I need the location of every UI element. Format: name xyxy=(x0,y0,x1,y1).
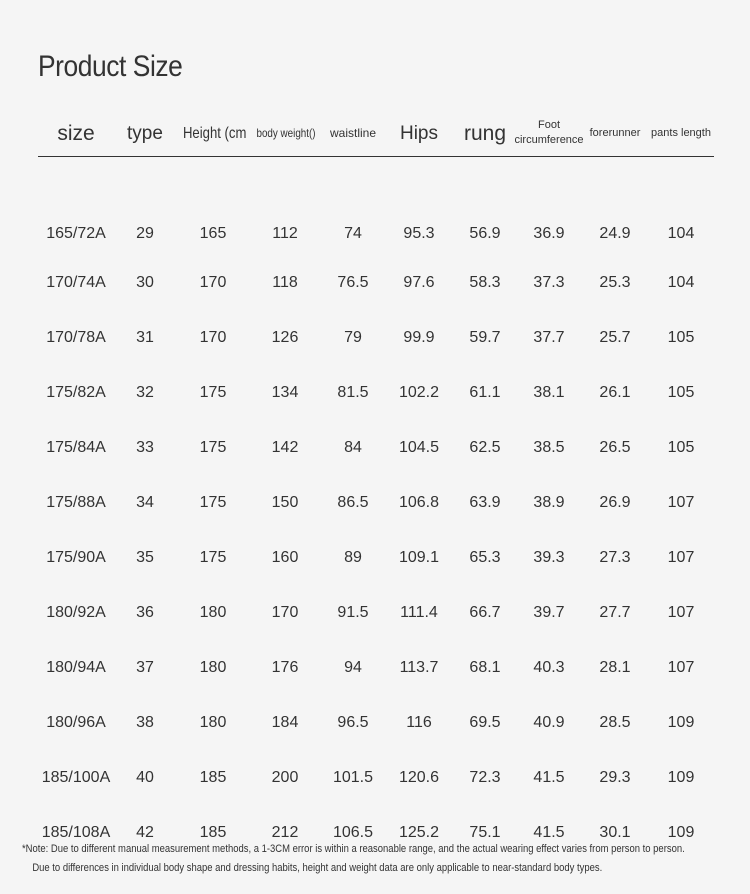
table-cell: 118 xyxy=(272,274,298,291)
header-height: Height (cm xyxy=(183,124,247,142)
table-row xyxy=(38,653,714,683)
table-cell: 126 xyxy=(271,329,299,346)
table-cell: 170 xyxy=(199,329,227,346)
table-cell: 120.6 xyxy=(398,769,440,786)
table-cell: 185 xyxy=(199,824,227,841)
header-forerunner: forerunner xyxy=(589,126,641,139)
header-rung: rung xyxy=(463,121,507,145)
table-cell: 33 xyxy=(136,439,154,456)
table-cell: 27.7 xyxy=(599,604,631,621)
footnote xyxy=(22,840,685,878)
table-cell: 25.7 xyxy=(599,329,631,346)
table-cell: 31 xyxy=(136,329,154,346)
table-cell: 200 xyxy=(271,769,299,786)
footnote-line-1: *Note: Due to different manual measurement methods, a 1-3CM error is within a reasonable range, and the actual wearing effect varies from person to person. xyxy=(22,843,685,855)
table-cell: 180/94A xyxy=(46,659,106,676)
table-cell: 107 xyxy=(667,494,695,511)
table-row xyxy=(38,268,714,298)
header-type: type xyxy=(127,122,163,144)
table-cell: 30 xyxy=(136,274,154,291)
table-cell: 109 xyxy=(667,824,695,841)
table-cell: 56.9 xyxy=(469,225,501,242)
table-cell: 104 xyxy=(667,274,695,291)
table-cell: 37.3 xyxy=(533,274,565,291)
table-row xyxy=(38,708,714,738)
table-cell: 63.9 xyxy=(469,494,501,511)
table-cell: 62.5 xyxy=(469,439,501,456)
table-cell: 24.9 xyxy=(599,225,631,242)
table-cell: 29 xyxy=(136,225,154,242)
table-cell: 185/100A xyxy=(41,769,111,786)
table-cell: 61.1 xyxy=(469,384,501,401)
table-cell: 105 xyxy=(667,329,695,346)
table-cell: 69.5 xyxy=(469,714,501,731)
table-cell: 79 xyxy=(344,329,362,346)
table-cell: 32 xyxy=(136,384,154,401)
header-hips: Hips xyxy=(399,122,438,144)
table-cell: 180/96A xyxy=(46,714,106,731)
table-cell: 104.5 xyxy=(398,439,440,456)
table-cell: 106.5 xyxy=(332,824,374,841)
table-cell: 59.7 xyxy=(469,329,501,346)
table-cell: 170/78A xyxy=(46,329,106,346)
table-row xyxy=(38,323,714,353)
table-cell: 165/72A xyxy=(46,225,106,242)
table-cell: 170/74A xyxy=(46,274,106,291)
table-row xyxy=(38,433,714,463)
table-cell: 175/84A xyxy=(46,439,106,456)
table-cell: 175 xyxy=(199,549,227,566)
table-cell: 170 xyxy=(199,274,227,291)
table-cell: 107 xyxy=(667,604,695,621)
size-table xyxy=(38,110,714,841)
table-cell: 39.3 xyxy=(533,549,565,566)
table-cell: 180 xyxy=(199,714,227,731)
footnote-line-2: Due to differences in individual body shape and dressing habits, height and weight data are only applicable to near-standard body types. xyxy=(32,862,603,874)
table-cell: 105 xyxy=(667,439,695,456)
page-title: Product Size xyxy=(38,50,183,83)
table-cell: 40 xyxy=(136,769,154,786)
table-cell: 175 xyxy=(199,439,227,456)
table-cell: 99.9 xyxy=(403,329,435,346)
table-cell: 96.5 xyxy=(337,714,369,731)
table-cell: 26.5 xyxy=(599,439,631,456)
table-cell: 81.5 xyxy=(337,384,369,401)
table-cell: 150 xyxy=(271,494,299,511)
table-cell: 109.1 xyxy=(398,549,440,566)
table-cell: 39.7 xyxy=(533,604,565,621)
table-cell: 30.1 xyxy=(599,824,631,841)
table-row xyxy=(38,598,714,628)
table-cell: 165 xyxy=(199,225,227,242)
header-body-weight: body weight() xyxy=(256,125,316,140)
table-cell: 102.2 xyxy=(398,384,440,401)
table-cell: 175/82A xyxy=(46,384,106,401)
table-cell: 68.1 xyxy=(469,659,501,676)
table-cell: 66.7 xyxy=(469,604,501,621)
table-cell: 101.5 xyxy=(332,769,374,786)
table-cell: 26.9 xyxy=(599,494,631,511)
table-cell: 91.5 xyxy=(337,604,369,621)
table-cell: 86.5 xyxy=(337,494,369,511)
table-cell: 97.6 xyxy=(403,274,435,291)
table-cell: 65.3 xyxy=(469,549,501,566)
table-cell: 109 xyxy=(667,769,695,786)
table-header xyxy=(38,110,714,157)
table-cell: 107 xyxy=(667,549,695,566)
table-cell: 41.5 xyxy=(533,769,565,786)
table-cell: 180 xyxy=(199,604,227,621)
table-cell: 176 xyxy=(271,659,299,676)
header-size: size xyxy=(57,121,95,145)
table-cell: 37.7 xyxy=(533,329,565,346)
table-cell: 107 xyxy=(667,659,695,676)
table-cell: 38.9 xyxy=(533,494,565,511)
table-cell: 113.7 xyxy=(399,659,439,676)
table-cell: 38.1 xyxy=(533,384,565,401)
table-cell: 74 xyxy=(344,225,362,242)
table-cell: 28.1 xyxy=(599,659,631,676)
table-cell: 37 xyxy=(136,659,154,676)
table-cell: 106.8 xyxy=(398,494,440,511)
table-row xyxy=(38,488,714,518)
table-cell: 175 xyxy=(199,384,227,401)
table-cell: 94 xyxy=(344,659,362,676)
table-row xyxy=(38,543,714,573)
table-cell: 175/88A xyxy=(46,494,106,511)
table-cell: 27.3 xyxy=(599,549,631,566)
table-cell: 125.2 xyxy=(398,824,440,841)
table-cell: 72.3 xyxy=(469,769,501,786)
table-cell: 111.4 xyxy=(400,604,438,621)
table-cell: 160 xyxy=(271,549,299,566)
table-row xyxy=(38,219,714,249)
header-pants-length: pants length xyxy=(651,126,711,139)
table-row xyxy=(38,763,714,793)
table-cell: 36.9 xyxy=(533,225,565,242)
table-cell: 116 xyxy=(406,714,432,731)
table-cell: 112 xyxy=(272,225,298,242)
table-cell: 184 xyxy=(271,714,299,731)
table-row xyxy=(38,378,714,408)
table-cell: 40.9 xyxy=(533,714,565,731)
table-cell: 142 xyxy=(271,439,299,456)
table-cell: 134 xyxy=(271,384,299,401)
table-cell: 185 xyxy=(199,769,227,786)
table-cell: 34 xyxy=(136,494,154,511)
table-cell: 105 xyxy=(667,384,695,401)
table-cell: 212 xyxy=(271,824,299,841)
table-cell: 29.3 xyxy=(599,769,631,786)
table-cell: 175 xyxy=(199,494,227,511)
header-foot-circumference: Foot circumference xyxy=(514,119,584,146)
table-cell: 170 xyxy=(271,604,299,621)
table-cell: 25.3 xyxy=(599,274,631,291)
table-cell: 175/90A xyxy=(46,549,106,566)
table-cell: 42 xyxy=(136,824,154,841)
table-cell: 180/92A xyxy=(46,604,106,621)
table-cell: 36 xyxy=(136,604,154,621)
table-cell: 84 xyxy=(344,439,362,456)
header-waistline: waistline xyxy=(329,125,377,140)
table-cell: 76.5 xyxy=(337,274,369,291)
table-cell: 41.5 xyxy=(533,824,565,841)
table-cell: 28.5 xyxy=(599,714,631,731)
table-cell: 185/108A xyxy=(41,824,111,841)
table-cell: 58.3 xyxy=(469,274,501,291)
table-cell: 38 xyxy=(136,714,154,731)
table-cell: 180 xyxy=(199,659,227,676)
table-cell: 38.5 xyxy=(533,439,565,456)
table-cell: 26.1 xyxy=(599,384,631,401)
table-cell: 35 xyxy=(136,549,154,566)
table-cell: 104 xyxy=(667,225,695,242)
table-cell: 89 xyxy=(344,549,362,566)
table-cell: 40.3 xyxy=(533,659,565,676)
table-cell: 75.1 xyxy=(469,824,501,841)
table-cell: 109 xyxy=(667,714,695,731)
table-cell: 95.3 xyxy=(403,225,435,242)
